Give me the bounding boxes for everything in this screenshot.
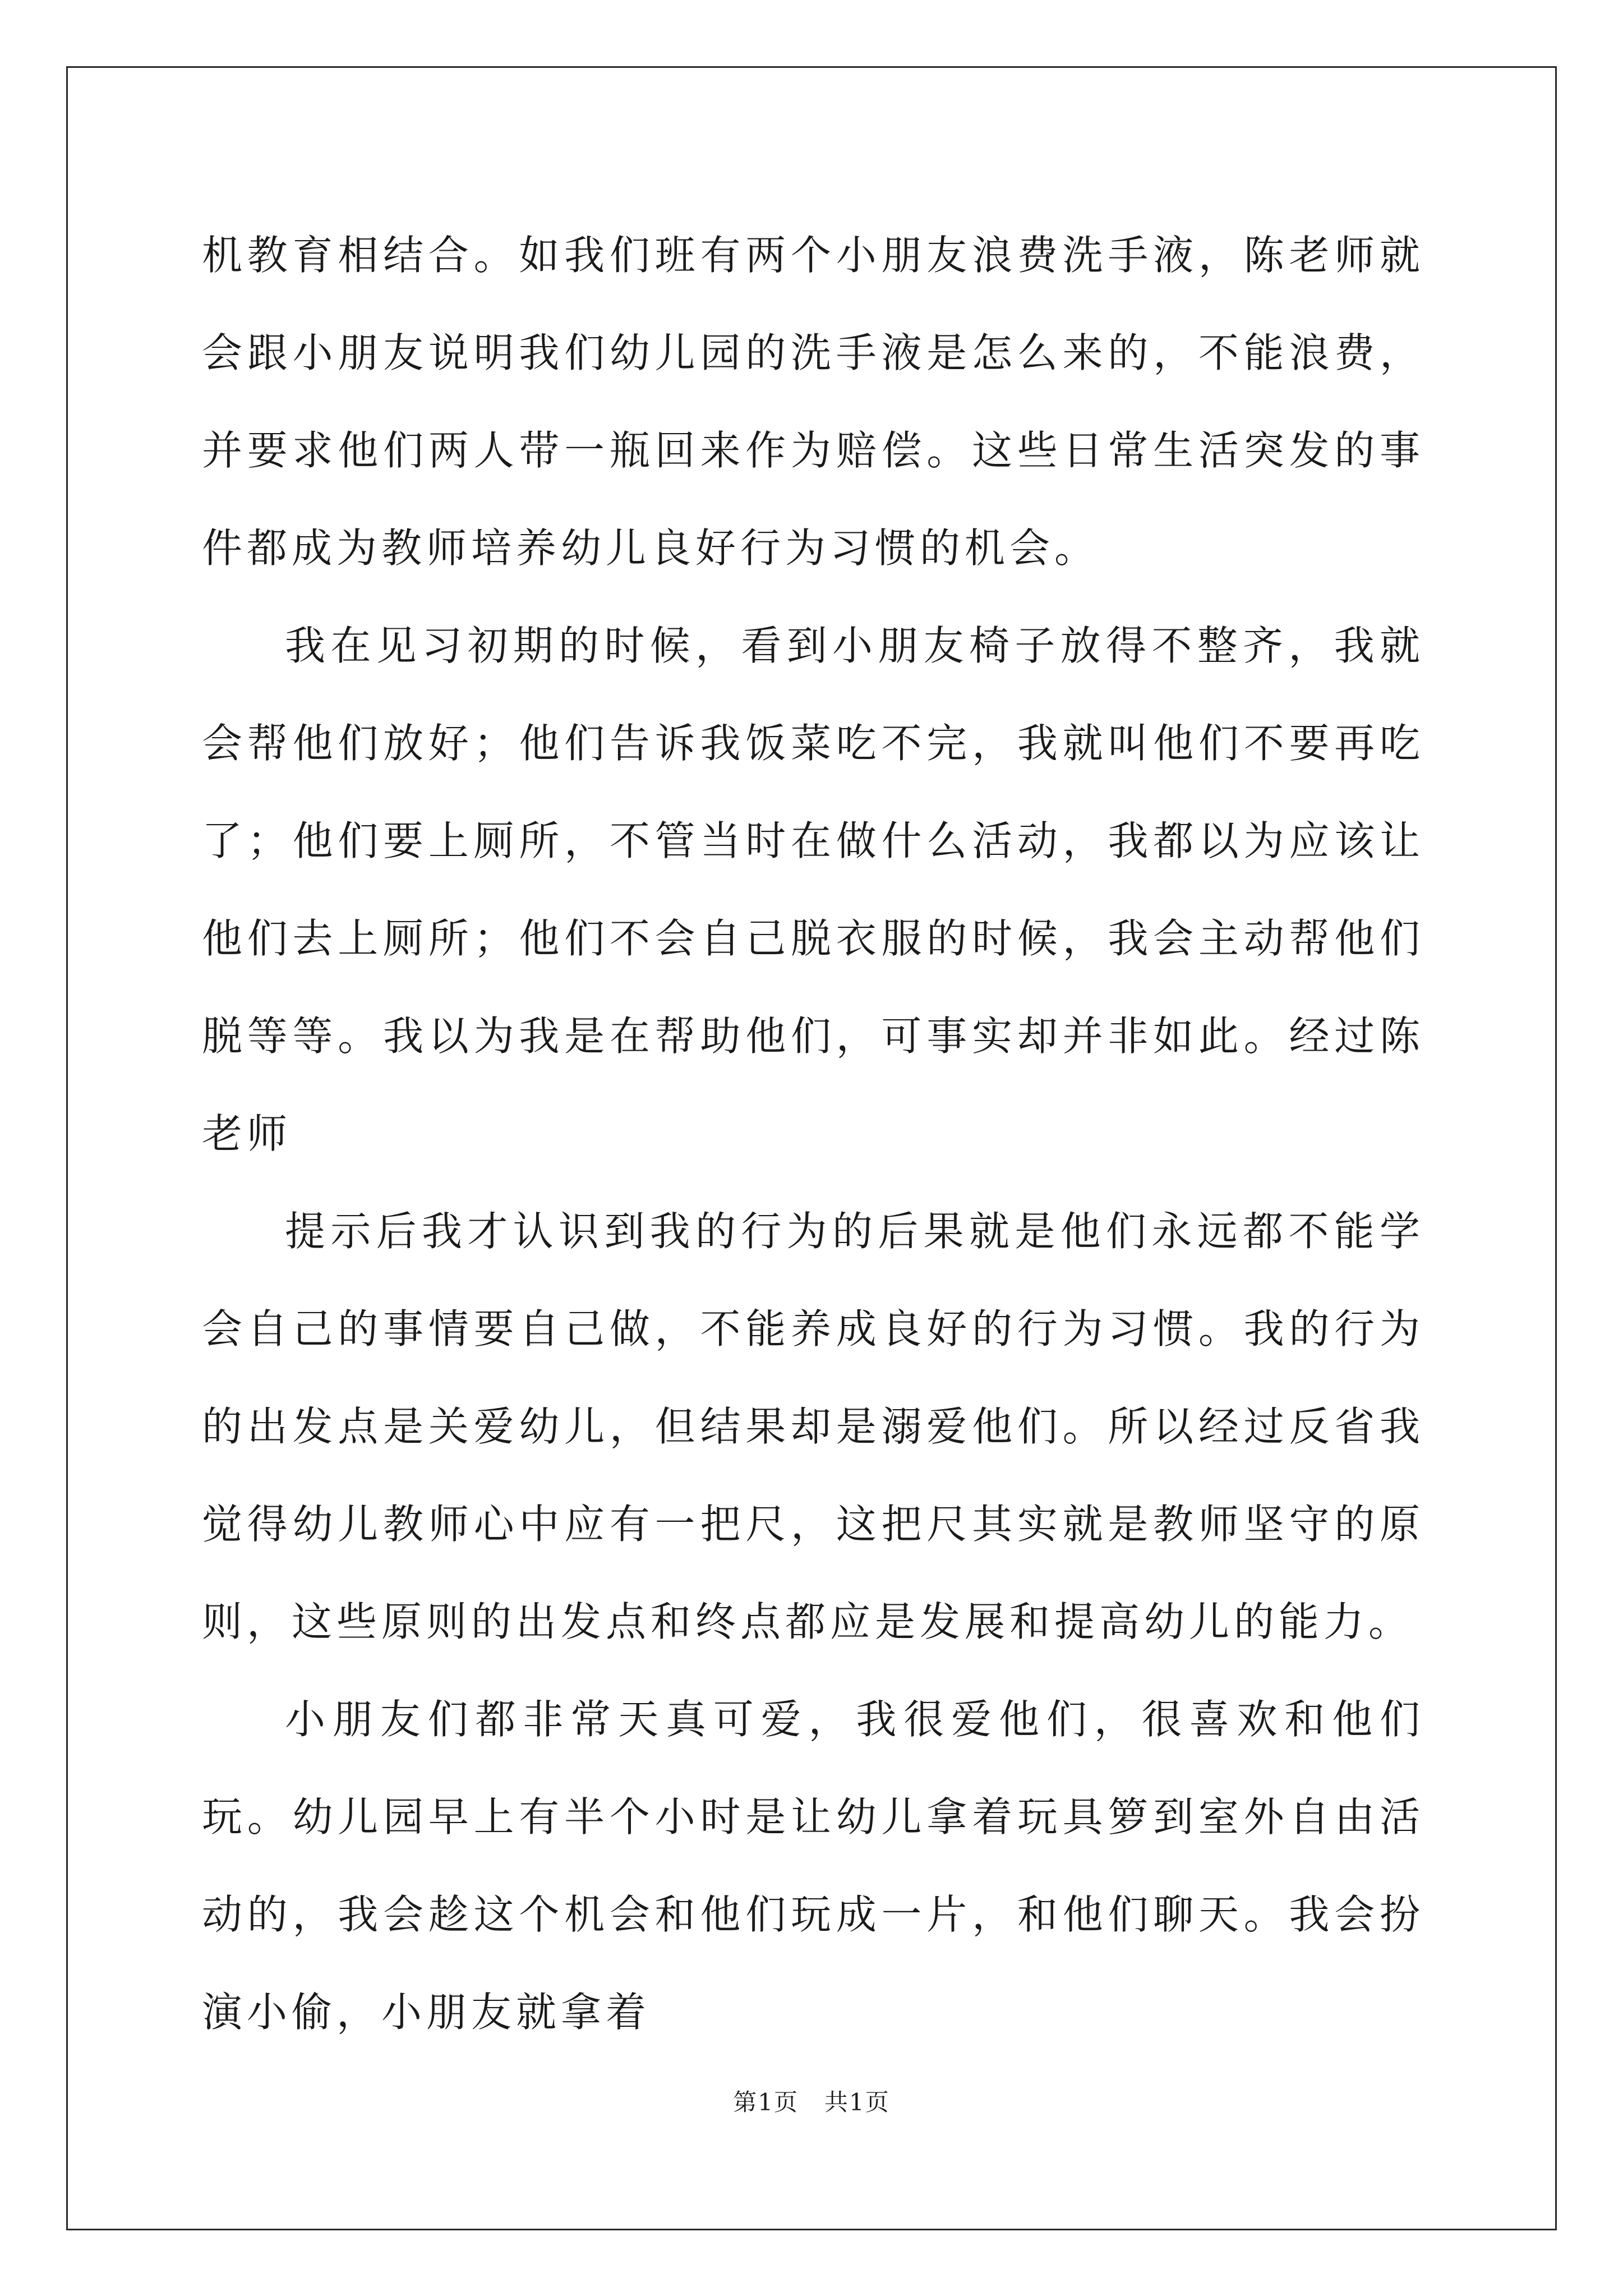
page-footer — [0, 2086, 1623, 2119]
document-body — [202, 206, 1424, 2061]
page-number-current: 第1页 — [733, 2088, 799, 2116]
paragraph-4: 小朋友们都非常天真可爱，我很爱他们，很喜欢和他们玩。幼儿园早上有半个小时是让幼儿拿着玩具箩到室外自由活动的，我会趁这个机会和他们玩成一片，和他们聊天。我会扮演小偷，小朋友就拿着 — [202, 1696, 1424, 2036]
paragraph-1: 机教育相结合。如我们班有两个小朋友浪费洗手液，陈老师就会跟小朋友说明我们幼儿园的洗手液是怎么来的，不能浪费，并要求他们两人带一瓶回来作为赔偿。这些日常生活突发的事件都成为教师培养幼儿良好行为习惯的机会。 — [202, 232, 1424, 572]
paragraph-3: 提示后我才认识到我的行为的后果就是他们永远都不能学会自己的事情要自己做，不能养成良好的行为习惯。我的行为的出发点是关爱幼儿，但结果却是溺爱他们。所以经过反省我觉得幼儿教师心中应有一把尺，这把尺其实就是教师坚守的原则，这些原则的出发点和终点都应是发展和提高幼儿的能力。 — [202, 1208, 1424, 1645]
page-number-total: 共1页 — [824, 2088, 890, 2116]
paragraph-2: 我在见习初期的时候，看到小朋友椅子放得不整齐，我就会帮他们放好；他们告诉我饭菜吃不完，我就叫他们不要再吃了；他们要上厕所，不管当时在做什么活动，我都以为应该让他们去上厕所；他们不会自己脱衣服的时候，我会主动帮他们脱等等。我以为我是在帮助他们，可事实却并非如此。经过陈老师 — [202, 622, 1424, 1157]
